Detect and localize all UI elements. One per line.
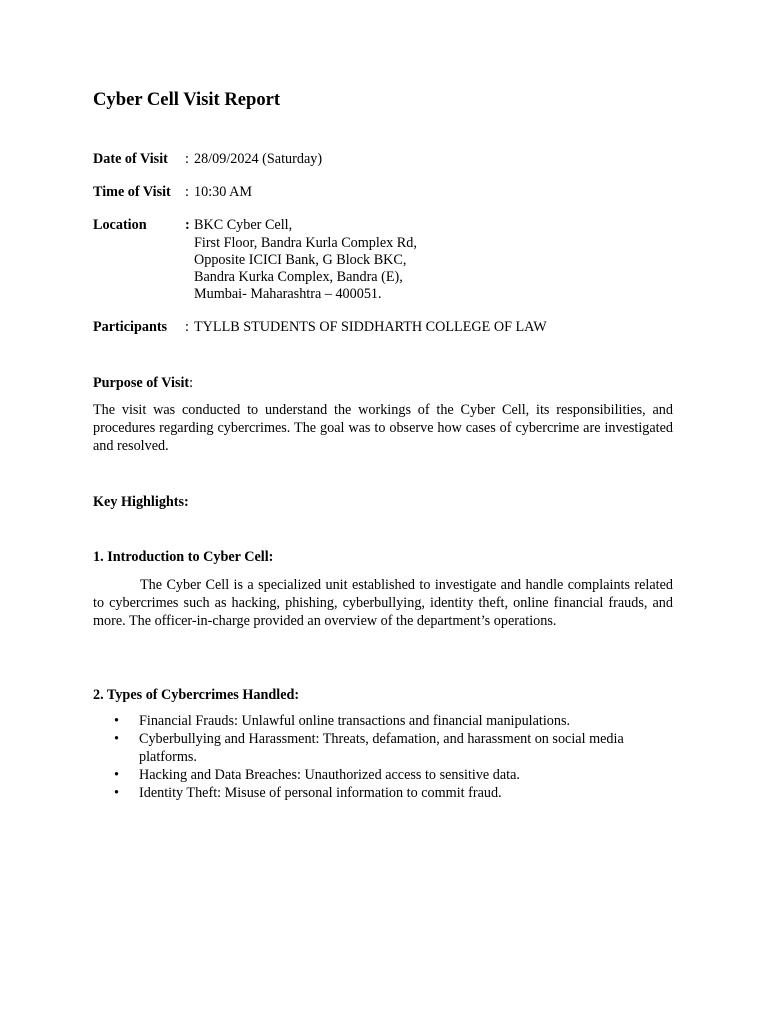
date-value: 28/09/2024 (Saturday) [194,151,323,167]
location-line: Bandra Kurka Complex, Bandra (E), [194,269,403,285]
location-colon: : [185,217,190,233]
cybercrime-types-list [93,712,673,802]
list-item-text: Cyberbullying and Harassment: Threats, defamation, and harassment on social media platforms. [139,731,624,765]
purpose-heading [93,374,193,392]
participants-value: TYLLB STUDENTS OF SIDDHARTH COLLEGE OF LAW [194,319,547,335]
bullet-icon: • [114,767,119,783]
report-title: Cyber Cell Visit Report [93,89,281,110]
location-line: BKC Cyber Cell, [194,217,293,233]
types-heading-text: 2. Types of Cybercrimes Handled [93,687,295,703]
types-heading-colon: : [294,687,300,703]
participants-colon: : [185,319,189,335]
list-item-text: Hacking and Data Breaches: Unauthorized access to sensitive data. [139,767,520,783]
list-item [93,766,673,784]
list-item-text: Identity Theft: Misuse of personal information to commit fraud. [139,785,502,801]
purpose-heading-text: Purpose of Visit [93,375,190,391]
location-line: Opposite ICICI Bank, G Block BKC, [194,252,407,268]
bullet-icon: • [114,731,119,747]
intro-heading: 1. Introduction to Cyber Cell: [93,549,274,565]
key-highlights-heading: Key Highlights: [93,494,189,510]
date-label: Date of Visit [93,151,168,167]
bullet-icon: • [114,785,119,801]
types-heading [93,686,299,704]
list-item [93,730,673,766]
bullet-icon: • [114,713,119,729]
time-value: 10:30 AM [194,184,252,200]
participants-label: Participants [93,319,168,335]
location-label: Location [93,217,147,233]
purpose-paragraph: The visit was conducted to understand the workings of the Cyber Cell, its responsibilities, and procedures regarding cybercrimes. The goal was to observe how cases of cybercrime are investigated and resolved. [93,402,673,454]
location-line: Mumbai- Maharashtra – 400051. [194,286,382,302]
list-item [93,784,673,802]
list-item [93,712,673,730]
list-item-text: Financial Frauds: Unlawful online transactions and financial manipulations. [139,713,571,729]
time-colon: : [185,184,189,200]
location-line: First Floor, Bandra Kurla Complex Rd, [194,235,417,251]
date-colon: : [185,151,189,167]
time-label: Time of Visit [93,184,171,200]
intro-paragraph: The Cyber Cell is a specialized unit established to investigate and handle complaints related to cybercrimes such as hacking, phishing, cyberbullying, identity theft, online financial frauds, and more. The officer-in-charge provided an overview of the department’s operations. [93,577,673,629]
purpose-heading-colon: : [189,375,194,391]
